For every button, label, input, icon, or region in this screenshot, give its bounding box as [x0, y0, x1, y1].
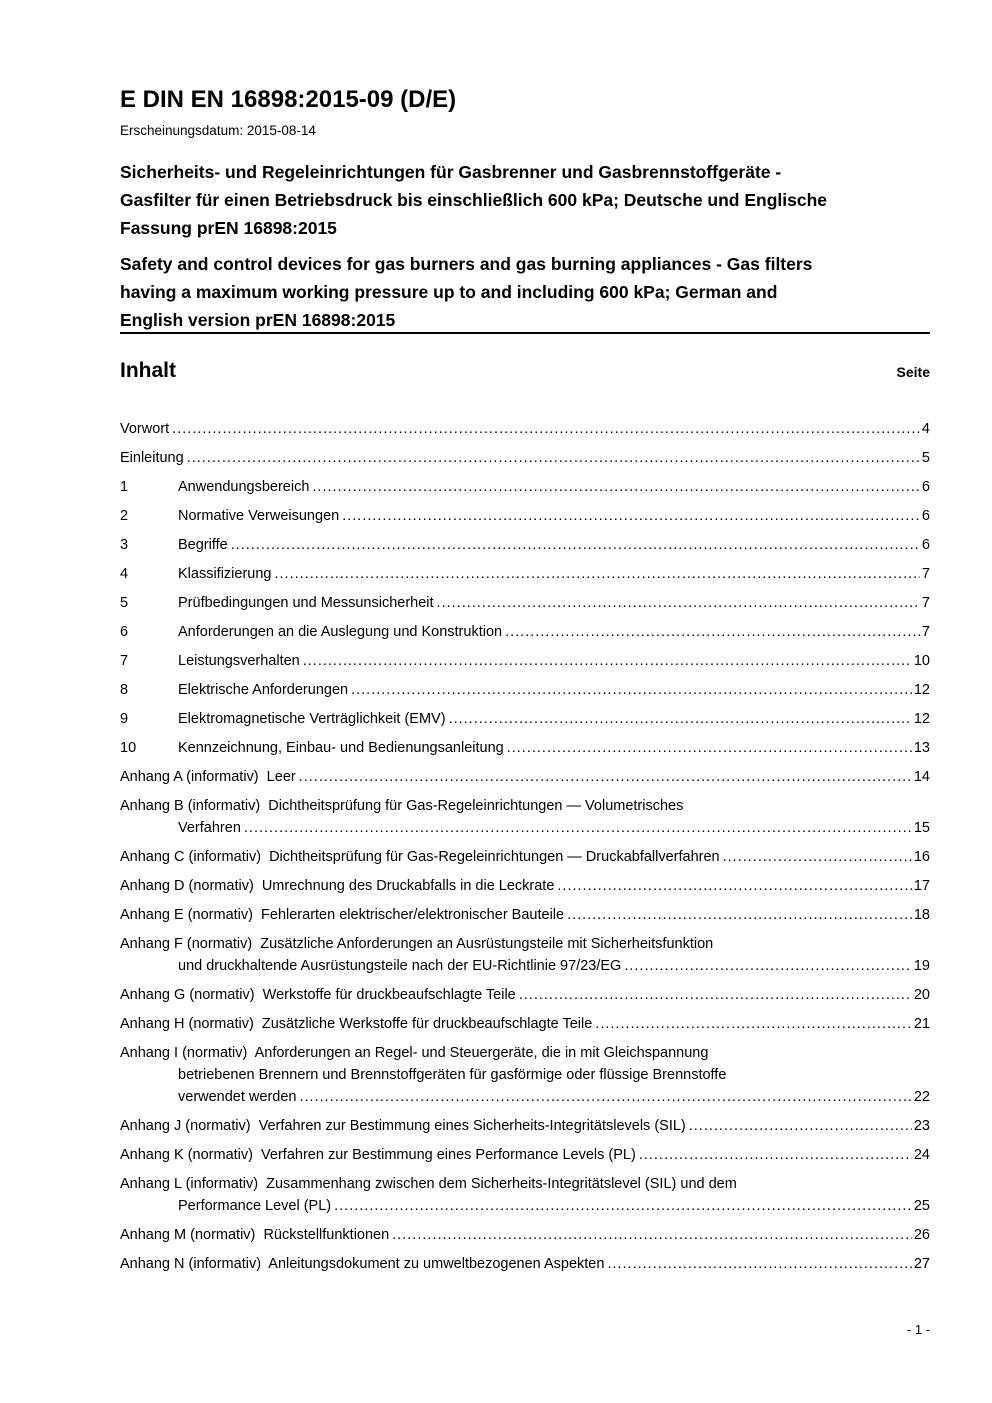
toc-entry-page: 20: [913, 987, 930, 1003]
toc-entry-label: Performance Level (PL): [178, 1198, 332, 1214]
toc-dot-leader: [334, 1195, 912, 1217]
document-page: [120, 0, 930, 1282]
toc-entry-page: 4: [921, 421, 930, 437]
toc-dot-leader: [231, 534, 920, 556]
toc-entry: [120, 708, 930, 730]
toc-entry-page: 22: [913, 1089, 930, 1105]
toc-entry-label: betriebenen Brennern und Brennstoffgeräten für gasförmige oder flüssige Brennstoffe: [178, 1067, 727, 1083]
toc-entry: [120, 984, 930, 1006]
toc-entry-page: 7: [921, 595, 930, 611]
toc-dot-leader: [303, 650, 912, 672]
toc-dot-leader: [275, 563, 920, 585]
toc-entry-label: Normative Verweisungen: [178, 508, 340, 524]
toc-entry: [120, 592, 930, 614]
toc-entry-number: 4: [120, 566, 129, 582]
toc-entry-label: Anhang G (normativ) Werkstoffe für druckbeaufschlagte Teile: [120, 987, 516, 1003]
title-english-line: English version prEN 16898:2015: [120, 310, 396, 330]
toc-entry-label: Anwendungsbereich: [178, 479, 310, 495]
toc-entry: [120, 875, 930, 897]
toc-entry-line: [120, 1224, 930, 1246]
toc-entry-number: 1: [120, 479, 129, 495]
toc-entry: [120, 476, 930, 498]
toc-entry-page: 5: [921, 450, 930, 466]
toc-entry-page: 19: [913, 958, 930, 974]
toc-dot-leader: [689, 1115, 912, 1137]
toc-entry-label: Elektromagnetische Verträglichkeit (EMV): [178, 711, 446, 727]
toc-entry-number: 7: [120, 653, 129, 669]
toc-entry-page: 18: [913, 907, 930, 923]
toc-entry-line: [120, 1086, 930, 1108]
toc-dot-leader: [342, 505, 920, 527]
toc-header: [120, 358, 930, 385]
toc-entry-number: 9: [120, 711, 129, 727]
toc-entry-line: [120, 955, 930, 977]
toc-entry-number: 5: [120, 595, 129, 611]
toc-dot-leader: [172, 418, 920, 440]
toc-entry: [120, 1115, 930, 1137]
toc-entry-label: Prüfbedingungen und Messunsicherheit: [178, 595, 434, 611]
toc-entry-line: [120, 795, 930, 817]
toc-entry-page: 7: [921, 624, 930, 640]
toc-entry: [120, 650, 930, 672]
toc-entry-page: 24: [913, 1147, 930, 1163]
toc-entry: [120, 418, 930, 440]
toc-dot-leader: [351, 679, 912, 701]
toc-dot-leader: [449, 708, 912, 730]
toc-entry-page: 6: [921, 479, 930, 495]
toc-dot-leader: [639, 1144, 912, 1166]
toc-entry-label: Anhang C (informativ) Dichtheitsprüfung für Gas-Regeleinrichtungen — Druckabfallverfahren: [120, 849, 720, 865]
title-german: [120, 158, 930, 242]
publication-date: Erscheinungsdatum: 2015-08-14: [120, 123, 316, 138]
toc-entry-line: [120, 904, 930, 926]
toc-entry-line: [120, 476, 930, 498]
toc-entry: [120, 1042, 930, 1108]
toc-entry-page: 13: [913, 740, 930, 756]
toc-entry-label: Anhang K (normativ) Verfahren zur Bestimmung eines Performance Levels (PL): [120, 1147, 636, 1163]
toc-entry-line: [120, 1115, 930, 1137]
toc-entry-line: [120, 1195, 930, 1217]
toc-entry-page: 15: [913, 820, 930, 836]
toc-entry-line: [120, 534, 930, 556]
toc-dot-leader: [507, 737, 912, 759]
toc-dot-leader: [607, 1253, 911, 1275]
toc-entry-label: Verfahren: [178, 820, 241, 836]
toc-entry: [120, 933, 930, 977]
toc-entry: [120, 1013, 930, 1035]
toc-entry: [120, 447, 930, 469]
toc-dot-leader: [312, 476, 920, 498]
toc-entry-label: Klassifizierung: [178, 566, 272, 582]
toc-entry: [120, 795, 930, 839]
toc-entry-line: [120, 846, 930, 868]
toc-entry-line: [120, 650, 930, 672]
title-german-line: Fassung prEN 16898:2015: [120, 218, 337, 238]
toc-entry-line: [120, 1144, 930, 1166]
toc-entry: [120, 621, 930, 643]
toc-entry-line: [120, 817, 930, 839]
toc-entry-label: Begriffe: [178, 537, 228, 553]
toc-entry-line: [120, 766, 930, 788]
toc-entry-label: Anhang J (normativ) Verfahren zur Bestimmung eines Sicherheits-Integritätslevels (SIL): [120, 1118, 686, 1134]
title-german-line: Sicherheits- und Regeleinrichtungen für Gasbrenner und Gasbrennstoffgeräte -: [120, 162, 782, 182]
toc-dot-leader: [723, 846, 912, 868]
toc-entry-line: [120, 1064, 930, 1086]
toc-entry-label: Anforderungen an die Auslegung und Konstruktion: [178, 624, 503, 640]
toc-entry-page: 7: [921, 566, 930, 582]
toc-entry-line: [120, 737, 930, 759]
title-english: [120, 250, 930, 334]
toc-entry-page: 17: [913, 878, 930, 894]
toc-entry: [120, 1253, 930, 1275]
toc-entry-line: [120, 1042, 930, 1064]
title-english-line: Safety and control devices for gas burners and gas burning appliances - Gas filters: [120, 254, 813, 274]
toc-entry-label: verwendet werden: [178, 1089, 297, 1105]
toc-entry-line: [120, 679, 930, 701]
toc-dot-leader: [392, 1224, 912, 1246]
toc-dot-leader: [624, 955, 912, 977]
toc-page-column-label: Seite: [896, 364, 930, 380]
toc-dot-leader: [595, 1013, 912, 1035]
toc-dot-leader: [519, 984, 912, 1006]
toc-dot-leader: [557, 875, 911, 897]
toc-entry: [120, 534, 930, 556]
toc-dot-leader: [299, 766, 912, 788]
toc-entry-label: Anhang F (normativ) Zusätzliche Anforderungen an Ausrüstungsteile mit Sicherheitsfunktion: [120, 936, 714, 952]
toc-entry: [120, 737, 930, 759]
toc-entry-label: Anhang I (normativ) Anforderungen an Regel- und Steuergeräte, die in mit Gleichspannung: [120, 1045, 709, 1061]
toc-entry-number: 3: [120, 537, 129, 553]
toc-entry-page: 6: [921, 537, 930, 553]
toc-entry-label: Elektrische Anforderungen: [178, 682, 349, 698]
toc-entry-page: 6: [921, 508, 930, 524]
toc-entry-line: [120, 621, 930, 643]
toc-entry-label: Anhang N (informativ) Anleitungsdokument zu umweltbezogenen Aspekten: [120, 1256, 605, 1272]
toc-entry-label: Anhang L (informativ) Zusammenhang zwischen dem Sicherheits-Integritätslevel (SIL) und dem: [120, 1176, 737, 1192]
toc-entry: [120, 563, 930, 585]
toc-entry-line: [120, 1173, 930, 1195]
toc-entry-number: 2: [120, 508, 129, 524]
toc-entry-line: [120, 933, 930, 955]
toc-entry: [120, 1224, 930, 1246]
toc-entry-label: und druckhaltende Ausrüstungsteile nach der EU-Richtlinie 97/23/EG: [178, 958, 622, 974]
toc-entry-label: Anhang A (informativ) Leer: [120, 769, 296, 785]
toc-entry-line: [120, 1013, 930, 1035]
toc-entry-line: [120, 505, 930, 527]
toc-entry-number: 10: [120, 740, 137, 756]
toc-entry-page: 14: [913, 769, 930, 785]
toc-entry-page: 26: [913, 1227, 930, 1243]
toc-entry: [120, 679, 930, 701]
title-german-line: Gasfilter für einen Betriebsdruck bis einschließlich 600 kPa; Deutsche und Englische: [120, 190, 828, 210]
toc-entry-label: Anhang B (informativ) Dichtheitsprüfung für Gas-Regeleinrichtungen — Volumetrisches: [120, 798, 684, 814]
toc-entry: [120, 766, 930, 788]
toc-entry-page: 12: [913, 682, 930, 698]
toc-entry-label: Kennzeichnung, Einbau- und Bedienungsanleitung: [178, 740, 504, 756]
toc-entry-label: Anhang H (normativ) Zusätzliche Werkstoffe für druckbeaufschlagte Teile: [120, 1016, 593, 1032]
toc-entry-label: Anhang D (normativ) Umrechnung des Druckabfalls in die Leckrate: [120, 878, 555, 894]
toc-entry-label: Leistungsverhalten: [178, 653, 300, 669]
toc-entry-page: 10: [913, 653, 930, 669]
toc-entry-page: 12: [913, 711, 930, 727]
toc-dot-leader: [300, 1086, 912, 1108]
toc-entry-page: 27: [913, 1256, 930, 1272]
toc-entry: [120, 904, 930, 926]
toc-entry-page: 25: [913, 1198, 930, 1214]
toc-entry-line: [120, 418, 930, 440]
toc-entry-page: 23: [913, 1118, 930, 1134]
toc-entry-line: [120, 563, 930, 585]
toc-entry-number: 8: [120, 682, 129, 698]
toc-dot-leader: [505, 621, 920, 643]
toc-dot-leader: [244, 817, 912, 839]
toc-entry-label: Einleitung: [120, 450, 184, 466]
toc-entry-page: 16: [913, 849, 930, 865]
document-number: E DIN EN 16898:2015-09 (D/E): [120, 86, 457, 113]
toc-entry-label: Vorwort: [120, 421, 170, 437]
toc-entry-label: Anhang E (normativ) Fehlerarten elektrischer/elektronischer Bauteile: [120, 907, 565, 923]
toc-dot-leader: [187, 447, 920, 469]
toc-entry-line: [120, 708, 930, 730]
toc-entry: [120, 505, 930, 527]
toc-entry: [120, 1173, 930, 1217]
toc-entry-line: [120, 592, 930, 614]
toc-entry: [120, 846, 930, 868]
toc-entry-line: [120, 1253, 930, 1275]
toc-dot-leader: [567, 904, 912, 926]
title-english-line: having a maximum working pressure up to and including 600 kPa; German and: [120, 282, 778, 302]
toc-entry-line: [120, 984, 930, 1006]
toc-entry-label: Anhang M (normativ) Rückstellfunktionen: [120, 1227, 390, 1243]
page-number: - 1 -: [906, 1322, 930, 1337]
toc-heading: Inhalt: [120, 359, 176, 382]
toc-entry: [120, 1144, 930, 1166]
toc-entry-page: 21: [913, 1016, 930, 1032]
toc-entry-line: [120, 447, 930, 469]
toc-list: [120, 418, 930, 1275]
toc-entry-number: 6: [120, 624, 129, 640]
toc-entry-line: [120, 875, 930, 897]
toc-dot-leader: [437, 592, 920, 614]
